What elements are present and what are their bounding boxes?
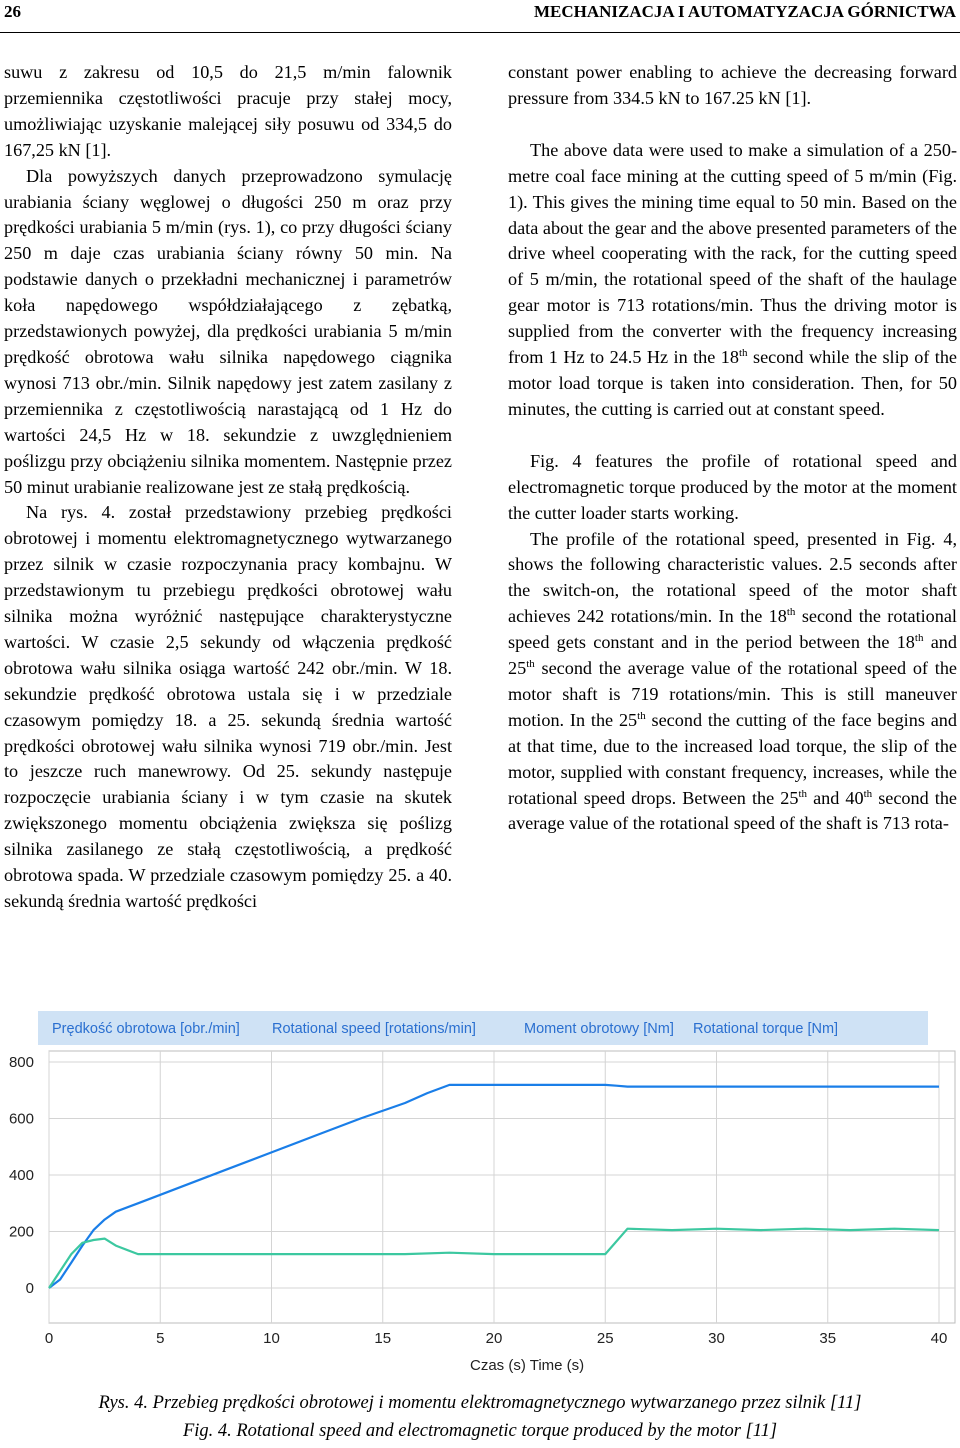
y-tick-label: 200 — [8, 1223, 34, 1241]
header-rule — [0, 32, 960, 33]
x-tick-label: 15 — [374, 1330, 392, 1347]
caption-polish: Rys. 4. Przebieg prędkości obrotowej i momentu elektromagnetycznego wytwarzanego przez silnik [11] — [98, 1393, 862, 1413]
legend-torque-pl: Moment obrotowy [Nm] — [524, 1021, 674, 1037]
right-paragraph-2: The above data were used to make a simulation of a 250-metre coal face mining at the cutting speed of 5 m/min (Fig. 1). This gives the mining time equal to 50 min. Based on the data about the gear and the above presented parameters of the drive wheel cooperating with the rack, for the cutting speed of 5 m/min, the rotational speed of the shaft of the haulage gear motor is 713 rotations/min. Thus the driving motor is supplied from the converter with the frequency increasing from 1 Hz to 24.5 Hz in the 18th second while the slip of the motor load torque is taken into consideration. Then, for 50 minutes, the cutting is carried out at constant speed. — [508, 139, 958, 419]
x-axis-label: Czas (s) Time (s) — [470, 1357, 585, 1374]
page-number: 26 — [4, 2, 21, 21]
y-tick-label: 400 — [8, 1167, 34, 1184]
plot-area — [49, 1051, 955, 1323]
legend-speed-en: Rotational speed [rotations/min] — [272, 1021, 476, 1037]
x-tick-label: 20 — [485, 1330, 503, 1347]
journal-title: MECHANIZACJA I AUTOMATYZACJA GÓRNICTWA — [533, 2, 956, 21]
right-paragraph-3: Fig. 4 features the profile of rotational speed and electromagnetic torque produced by the motor at the moment the cutter loader starts working. — [508, 450, 957, 523]
right-paragraph-1: constant power enabling to achieve the decreasing forward pressure from 334.5 kN to 167.25 kN [1]. — [508, 62, 957, 108]
y-tick-label: 800 — [8, 1054, 34, 1071]
legend-speed-pl: Prędkość obrotowa [obr./min] — [52, 1021, 240, 1037]
y-tick-label: 0 — [25, 1280, 34, 1297]
right-column-english — [508, 60, 957, 837]
legend-torque-en: Rotational torque [Nm] — [693, 1021, 839, 1037]
y-tick-label: 600 — [8, 1110, 34, 1128]
speed-torque-chart — [0, 1005, 960, 1380]
x-tick-label: 5 — [156, 1330, 165, 1347]
x-tick-label: 30 — [708, 1330, 725, 1347]
x-tick-label: 0 — [44, 1330, 54, 1347]
left-column-polish — [4, 60, 452, 915]
left-paragraph-3: Na rys. 4. został przedstawiony przebieg prędkości obrotowej i momentu elektromagnetycznego wytwarzanego przez silnik w czasie rozpoczynania pracy kombajnu. W przedstawionym tu przebiegu prędkości obrotowej wału silnika można wyróżnić następujące charakterystyczne wartości. W czasie 2,5 sekundy od włączenia prędkość obrotowa wału silnika osiąga wartość 242 obr./min. W 18. sekundzie prędkość obrotowa ustala się i w przedziale czasowym pomiędzy 18. a 25. sekundą średnia wartość prędkości obrotowej wału silnika wynosi 719 obr./min. Jest to jeszcze ruch manewrowy. Od 25. sekundy następuje rozpoczęcie urabiania ściany i w tym czasie na skutek zwiększonego momentu obciążenia zwiększa się poślizg silnika zasilanego ze stałą częstotliwością, a prędkość obrotowa spada. W przedziale czasowym pomiędzy 25. a 40. sekundą średnia wartość prędkości — [4, 502, 452, 911]
left-paragraph-1: suwu z zakresu od 10,5 do 21,5 m/min falownik przemiennika częstotliwości pracuje przy stałej mocy, umożliwiając uzyskanie malejącej siły posuwu od 334,5 do 167,25 kN [1]. — [4, 62, 452, 160]
figure-4 — [0, 1005, 960, 1380]
caption-english: Fig. 4. Rotational speed and electromagnetic torque produced by the motor [11] — [182, 1421, 778, 1441]
x-tick-label: 40 — [930, 1330, 948, 1347]
right-paragraph-4: The profile of the rotational speed, presented in Fig. 4, shows the following characteristic values. 2.5 seconds after the switch-on, the rotational speed of the motor shaft achieves 242 rotations/min. In the 18th second the rotational speed gets constant and in the period between the 18th and 25th second the average value of the rotational speed of the motor shaft is 719 rotations/min. This is still maneuver motion. In the 25th second the cutting of the face begins and at that time, due to the increased load torque, the slip of the motor, supplied with constant frequency, increases, while the rotational speed drops. Between the 25th and 40th second the average value of the rotational speed of the shaft is 713 rota- — [508, 528, 957, 834]
page-header — [0, 0, 960, 36]
x-tick-label: 10 — [263, 1330, 280, 1347]
left-paragraph-2: Dla powyższych danych przeprowadzono symulację urabiania ściany węglowej o długości 250 m oraz przy prędkości urabiania 5 m/min (rys. 1), co przy długości ściany 250 m daje czas urabiania ściany równy 50 min. Na podstawie danych o przekładni mechanicznej i parametrów koła napędowego współdziałającego z zębatką, przedstawionych powyżej, dla prędkości urabiania 5 m/min prędkość obrotowa wału silnika napędowego ciągnika wynosi 713 obr./min. Silnik napędowy jest zatem zasilany z przemiennika z częstotliwością narastającą od 1 Hz do wartości 24,5 Hz w 18. sekundzie z uwzględnieniem poślizgu przy obciążeniu silnika momentem. Następnie przez 50 minut urabianie realizowane jest ze stałą prędkością. — [4, 165, 452, 497]
x-tick-label: 25 — [596, 1330, 614, 1347]
x-tick-label: 35 — [819, 1330, 837, 1347]
